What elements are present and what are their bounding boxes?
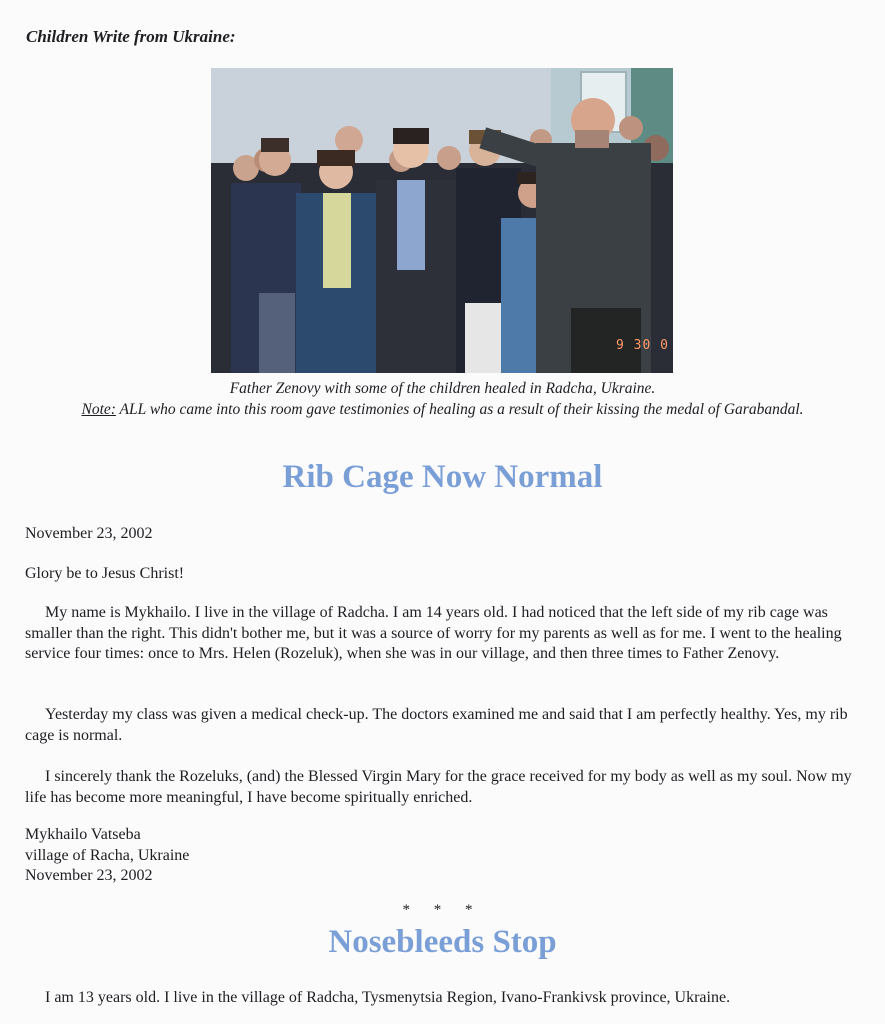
signature-name: Mykhailo Vatseba <box>25 826 141 843</box>
letter-greeting: Glory be to Jesus Christ! <box>25 565 185 582</box>
letter-paragraph-3: I sincerely thank the Rozeluks, (and) the Blessed Virgin Mary for the grace received for my body as well as my soul. Now my life has become more meaningful, I have become spiritually enriched. <box>25 768 852 806</box>
note-label: Note: <box>81 401 116 418</box>
group-photo-illustration <box>211 68 673 373</box>
note-text: ALL who came into this room gave testimonies of healing as a result of their kissing the medal of Garabandal. <box>115 401 804 418</box>
section-separator: * * * <box>402 902 483 918</box>
caption-note <box>40 399 845 420</box>
signature-date: November 23, 2002 <box>25 867 153 884</box>
section-label: Children Write from Ukraine: <box>26 27 236 46</box>
article-title-nosebleeds: Nosebleeds Stop <box>328 924 557 960</box>
letter-date: November 23, 2002 <box>25 525 153 542</box>
article2-paragraph-1: I am 13 years old. I live in the village of Radcha, Tysmenytsia Region, Ivano-Frankivsk province, Ukraine. <box>45 989 731 1006</box>
article-title-rib-cage: Rib Cage Now Normal <box>282 459 603 495</box>
date-stamp: 9 30 0 <box>616 338 669 353</box>
signature-place: village of Racha, Ukraine <box>25 846 190 864</box>
group-photo <box>211 68 673 373</box>
caption-line: Father Zenovy with some of the children healed in Radcha, Ukraine. <box>229 380 656 397</box>
photo-caption <box>40 378 845 420</box>
letter-paragraph-2: Yesterday my class was given a medical check-up. The doctors examined me and said that I am perfectly healthy. Yes, my rib cage is normal. <box>25 706 848 744</box>
letter-signature <box>25 825 865 887</box>
letter-paragraph-1: My name is Mykhailo. I live in the village of Radcha. I am 14 years old. I had noticed that the left side of my rib cage was smaller than the right. This didn't bother me, but it was a source of worry for my parents as well as for me. I went to the healing service four times: once to Mrs. Helen (Rozeluk), when she was in our village, and then three times to Father Zenovy. <box>25 604 842 662</box>
